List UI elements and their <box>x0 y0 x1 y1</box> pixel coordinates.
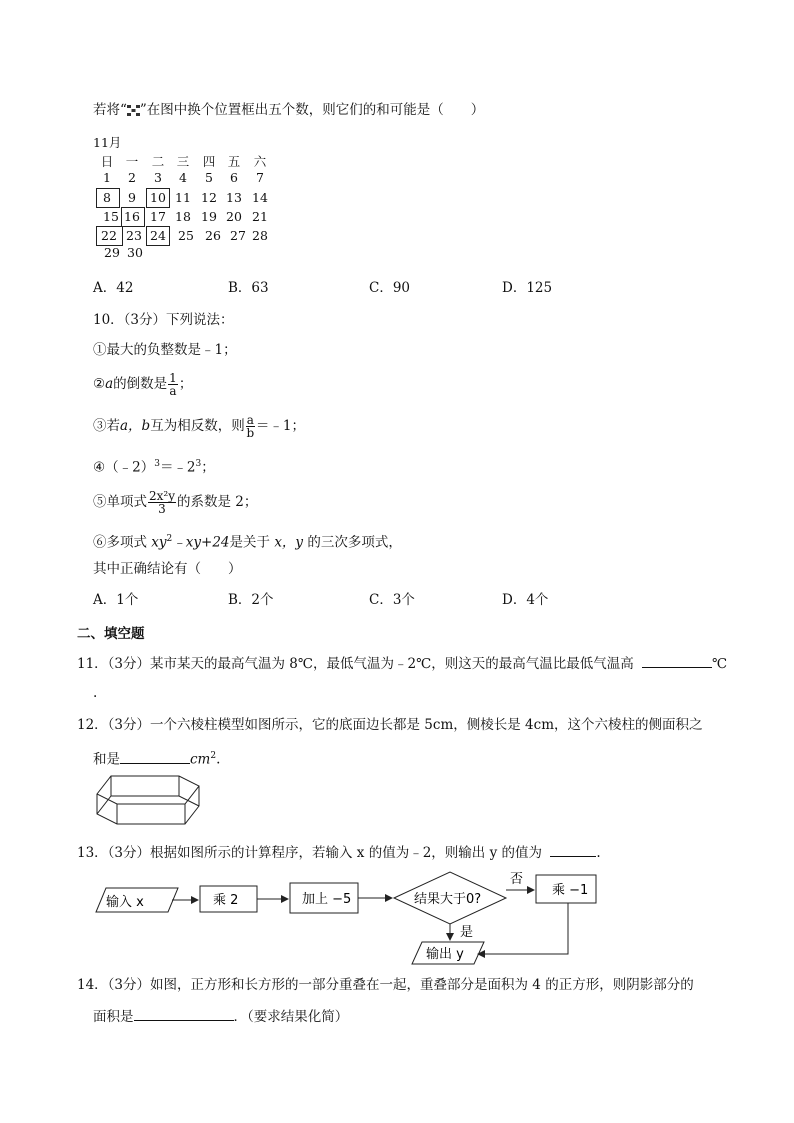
weekday: 日 <box>100 154 114 169</box>
q14-line1: 14．（3分）如图，正方形和长方形的一部分重叠在一起，重叠部分是面积为 4 的正方形，则阴影部分的 <box>77 977 694 993</box>
q9-stem: 若将“ ”在图中换个位置框出五个数，则它们的和可能是（ ） <box>93 102 485 118</box>
input-label: 输入 x <box>106 895 144 910</box>
day: 16 <box>124 209 140 224</box>
frame-box <box>121 207 145 227</box>
day: 30 <box>127 245 143 260</box>
q10-statement-3: ③若a，b互为相反数，则 $\frac{a}{b}$ ＝﹣1； <box>93 413 305 440</box>
q14-line2: 面积是 ．（要求结果化简） <box>93 1006 348 1026</box>
day: 15 <box>103 209 119 224</box>
day: 12 <box>201 190 217 205</box>
day: 4 <box>179 170 187 185</box>
day: 18 <box>175 209 191 224</box>
day: 10 <box>150 190 166 205</box>
flowchart <box>92 866 612 970</box>
calendar-month: 11月 <box>93 135 122 150</box>
q9-option-b[interactable]: B．63 <box>228 280 269 296</box>
q10-statement-1: ①最大的负整数是﹣1； <box>93 342 237 358</box>
frame-box <box>146 226 170 246</box>
weekday: 三 <box>176 154 190 169</box>
answer-blank[interactable] <box>550 842 596 857</box>
q11-period: . <box>93 685 98 701</box>
q12-line1: 12．（3分）一个六棱柱模型如图所示，它的底面边长都是 5cm，侧棱长是 4cm，这个六棱柱的侧面积之 <box>77 717 703 733</box>
day: 24 <box>150 228 166 243</box>
section-title: 二、填空题 <box>77 626 145 642</box>
weekday: 五 <box>227 154 241 169</box>
q10-statement-4: $④(﹣2)^3=﹣2^3$； <box>93 459 215 476</box>
day: 26 <box>205 228 221 243</box>
day: 9 <box>128 190 136 205</box>
day: 22 <box>101 228 117 243</box>
day: 27 <box>230 228 246 243</box>
q13-text: 13．（3分）根据如图所示的计算程序，若输入 x 的值为﹣2，则输出 y 的值为 . <box>77 842 601 862</box>
condition-label: 结果大于0? <box>414 892 482 907</box>
hexagonal-prism-figure <box>95 772 205 828</box>
answer-blank[interactable] <box>642 653 712 668</box>
day: 6 <box>230 170 238 185</box>
q9-option-a[interactable]: A．42 <box>93 280 134 296</box>
day: 23 <box>126 228 142 243</box>
frame-box <box>96 226 123 246</box>
q10-conclusion: 其中正确结论有（ ） <box>93 561 242 577</box>
q10-stem: 10．（3分）下列说法： <box>93 312 234 328</box>
day: 8 <box>103 190 111 205</box>
fraction: $\frac{1}{a}$ <box>169 371 177 398</box>
q10-statement-6: ⑥多项式 $xy^2﹣xy+24$是关于 x，y 的三次多项式， <box>93 534 402 551</box>
q10-option-d[interactable]: D．4个 <box>502 592 549 608</box>
output-label: 输出 y <box>426 947 464 962</box>
q10-option-b[interactable]: B．2个 <box>228 592 274 608</box>
day: 1 <box>103 170 111 185</box>
day: 11 <box>175 190 191 205</box>
day: 25 <box>178 228 194 243</box>
fraction: $\frac{\text{2x²y}}{3}$ <box>149 489 175 516</box>
fraction: $\frac{a}{b}$ <box>246 413 255 440</box>
q9-option-d[interactable]: D．125 <box>502 280 553 296</box>
add-label: 加上 −5 <box>302 892 352 907</box>
q9-option-c[interactable]: C．90 <box>369 280 411 296</box>
day: 28 <box>252 228 268 243</box>
no-label: 否 <box>510 872 524 887</box>
weekday: 四 <box>202 154 216 169</box>
calendar <box>94 152 278 264</box>
yes-label: 是 <box>460 925 474 940</box>
day: 7 <box>256 170 264 185</box>
day: 2 <box>128 170 136 185</box>
day: 20 <box>226 209 242 224</box>
frame-box <box>96 188 120 208</box>
q10-statement-2: ②a的倒数是 $\frac{1}{a}$ ； <box>93 371 193 398</box>
weekday: 二 <box>151 154 165 169</box>
day: 21 <box>252 209 268 224</box>
cross-pattern-icon <box>127 105 140 116</box>
multiply-2-label: 乘 2 <box>213 893 239 908</box>
q10-option-c[interactable]: C．3个 <box>369 592 415 608</box>
day: 29 <box>104 245 120 260</box>
day: 3 <box>154 170 162 185</box>
day: 13 <box>226 190 242 205</box>
q12-line2: 和是 $cm^2$. <box>93 747 220 769</box>
answer-blank[interactable] <box>134 1006 234 1021</box>
day: 5 <box>205 170 213 185</box>
day: 17 <box>150 209 166 224</box>
weekday: 一 <box>125 154 139 169</box>
multiply-neg1-label: 乘 −1 <box>552 883 589 898</box>
day: 19 <box>201 209 217 224</box>
frame-box <box>146 188 170 208</box>
day: 14 <box>252 190 268 205</box>
q10-statement-5: ⑤单项式 $\frac{\text{2x²y}}{3}$ 的系数是 2； <box>93 489 258 516</box>
q11-text: 11．（3分）某市某天的最高气温为 8℃，最低气温为﹣2℃，则这天的最高气温比最低气温高 ℃ <box>77 653 727 673</box>
answer-blank[interactable] <box>120 749 190 764</box>
q10-option-a[interactable]: A．1个 <box>93 592 139 608</box>
weekday: 六 <box>253 154 267 169</box>
